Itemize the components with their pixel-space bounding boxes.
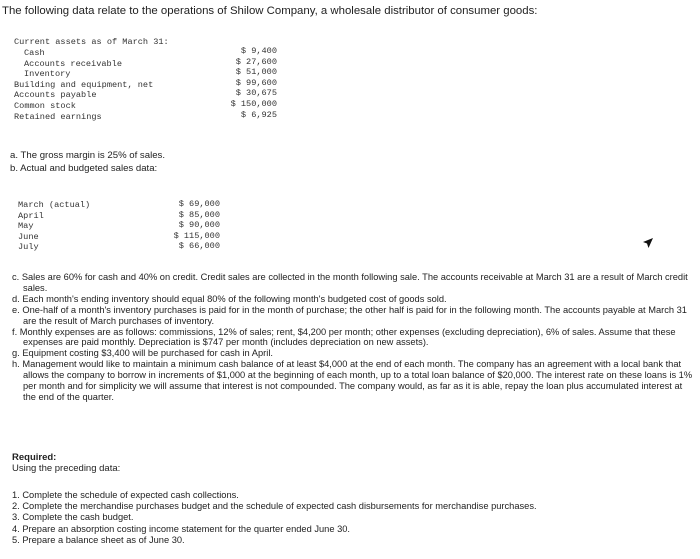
balance-value: $ 150,000 bbox=[230, 98, 277, 109]
sales-month: June bbox=[18, 231, 39, 242]
task-item: 5. Prepare a balance sheet as of June 30. bbox=[12, 534, 185, 545]
balance-label: Building and equipment, net bbox=[14, 79, 154, 90]
sales-value: $ 115,000 bbox=[173, 230, 220, 241]
sales-month: March (actual) bbox=[18, 200, 91, 210]
required-heading: Required: bbox=[12, 452, 57, 463]
balance-labels bbox=[14, 48, 153, 122]
balance-value: $ 9,400 bbox=[240, 46, 277, 56]
item-h: h. Management would like to maintain a minimum cash balance of at least $4,000 at the end of each month. The company has an agreement with a local bank that allows the company to borrow in increments of $1,000 at the beginning of each month, up to a total loan balance of $20,000. The interest rate on these loans is 1% per month and for simplicity we will assume that interest is not compounded. The company would, as far as it is able, repay the loan plus accumulated interest at the end of the quarter. bbox=[12, 359, 693, 402]
item-a: a. The gross margin is 25% of sales. bbox=[10, 150, 165, 161]
balance-label: Inventory bbox=[24, 69, 71, 80]
item-e: e. One-half of a month's inventory purchases is paid for in the month of purchase; the other half is paid for in the following month. The accounts payable at March 31 are the result of March purchases of inventory. bbox=[12, 304, 687, 326]
task-item: 3. Complete the cash budget. bbox=[12, 512, 134, 523]
intro-text: The following data relate to the operations of Shilow Company, a wholesale distributor of consumer goods: bbox=[2, 5, 538, 17]
current-assets-heading: Current assets as of March 31: bbox=[14, 37, 169, 47]
balance-value: $ 27,600 bbox=[235, 56, 277, 67]
task-item: 4. Prepare an absorption costing income statement for the quarter ended June 30. bbox=[12, 523, 350, 534]
task-item: 2. Complete the merchandise purchases budget and the schedule of expected cash disbursements for merchandise purchases. bbox=[12, 501, 537, 512]
balance-label: Accounts payable bbox=[14, 90, 97, 101]
balance-label: Accounts receivable bbox=[24, 58, 122, 69]
sales-month: July bbox=[18, 242, 39, 253]
balance-value: $ 99,600 bbox=[235, 77, 277, 88]
balance-value: $ 6,925 bbox=[240, 109, 277, 120]
task-item: 1. Complete the schedule of expected cash collections. bbox=[12, 490, 239, 500]
sales-months bbox=[18, 200, 90, 253]
sales-value: $ 66,000 bbox=[178, 241, 220, 252]
cursor-arrow-icon bbox=[642, 236, 654, 248]
sales-value: $ 90,000 bbox=[178, 220, 220, 231]
balance-label: Common stock bbox=[14, 100, 76, 111]
balance-label: Cash bbox=[24, 48, 45, 58]
item-d: d. Each month's ending inventory should equal 80% of the following month's budgeted cost of goods sold. bbox=[12, 293, 447, 304]
item-f: f. Monthly expenses are as follows: commissions, 12% of sales; rent, $4,200 per month; other expenses (excluding depreciation), 6% of sales. Assume that these expenses are paid monthly. Depreciation is $747 per month (includes depreciation on new assets). bbox=[12, 326, 676, 348]
sales-value: $ 85,000 bbox=[178, 209, 220, 220]
sales-month: April bbox=[18, 210, 44, 221]
balance-value: $ 30,675 bbox=[235, 88, 277, 99]
sales-values bbox=[168, 199, 220, 252]
required-tasks bbox=[12, 490, 537, 546]
balance-values bbox=[222, 46, 277, 120]
sales-value: $ 69,000 bbox=[178, 199, 220, 209]
required-subtitle: Using the preceding data: bbox=[12, 463, 121, 474]
sales-month: May bbox=[18, 221, 34, 232]
items-a-b bbox=[10, 150, 165, 175]
assumptions-list bbox=[12, 272, 696, 403]
balance-value: $ 51,000 bbox=[235, 67, 277, 78]
balance-label: Retained earnings bbox=[14, 111, 102, 122]
item-g: g. Equipment costing $3,400 will be purchased for cash in April. bbox=[12, 348, 273, 359]
item-c: c. Sales are 60% for cash and 40% on credit. Credit sales are collected in the month following sale. The accounts receivable at March 31 are a result of March credit sales. bbox=[12, 272, 688, 293]
item-b: b. Actual and budgeted sales data: bbox=[10, 162, 158, 174]
